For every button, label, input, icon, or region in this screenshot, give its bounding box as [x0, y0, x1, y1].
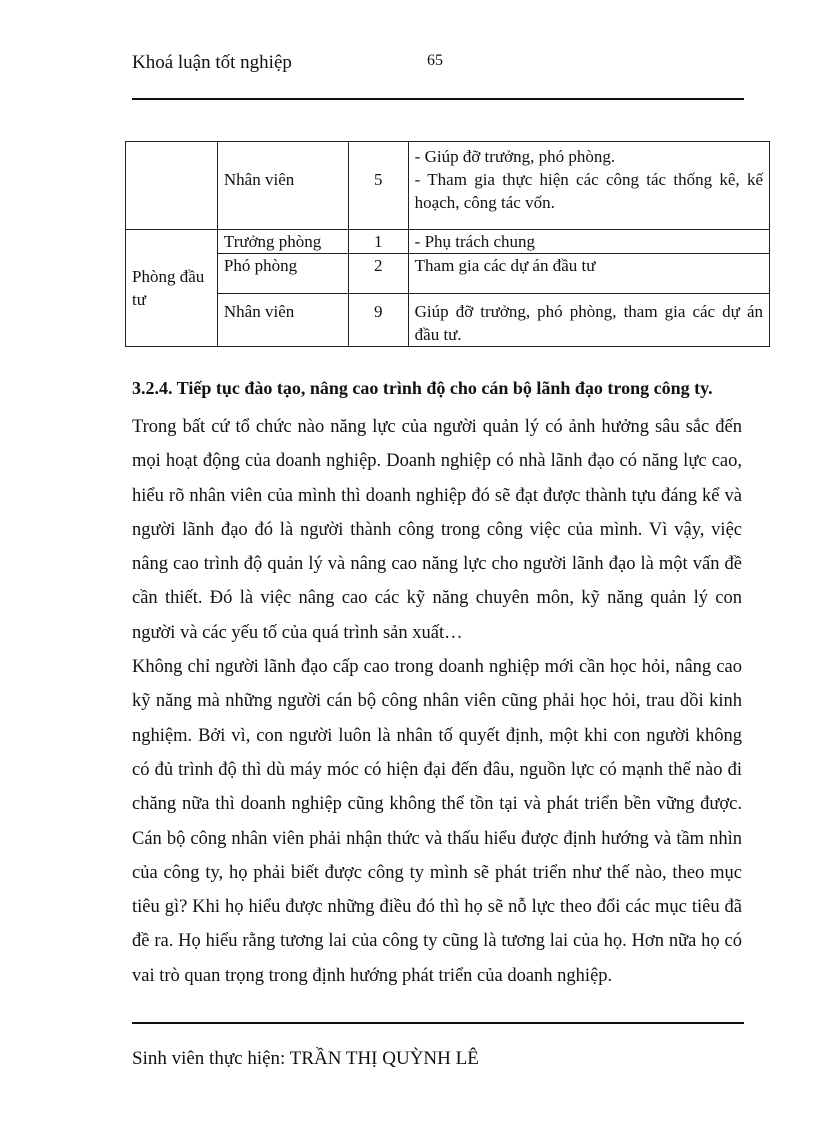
paragraph: Trong bất cứ tổ chức nào năng lực của người quản lý có ảnh hưởng sâu sắc đến mọi hoạt động của doanh nghiệp. Doanh nghiệp có nhà lãnh đạo có năng lực cao, hiểu rõ nhân viên của mình thì doanh nghiệp đó sẽ đạt được thành tựu đáng kể và người lãnh đạo đó là người thành công trong công việc của mình. Vì vậy, việc nâng cao trình độ quản lý và nâng cao năng lực cho người lãnh đạo là một vấn đề cần thiết. Đó là việc nâng cao các kỹ năng chuyên môn, kỹ năng quản lý con người và các yếu tố của quá trình sản xuất…	[132, 417, 742, 643]
header-rule	[132, 98, 744, 100]
department-cell	[126, 230, 218, 347]
footer-rule	[132, 1022, 744, 1024]
count-cell	[348, 142, 408, 230]
table-row	[126, 294, 770, 347]
duty-line: Tham gia các dự án đầu tư	[414, 256, 596, 275]
department-label: Phòng đầu tư	[132, 267, 205, 309]
department-cell	[126, 142, 218, 230]
count-cell: 1	[348, 230, 408, 254]
role-cell	[217, 142, 348, 230]
page-number: 65	[427, 52, 443, 69]
footer-text: Sinh viên thực hiện: TRẦN THỊ QUỲNH LÊ	[132, 1048, 479, 1069]
role-cell: Nhân viên	[217, 294, 348, 347]
section-heading: 3.2.4. Tiếp tục đào tạo, nâng cao trình độ cho cán bộ lãnh đạo trong công ty.	[132, 378, 713, 398]
duties-cell	[408, 254, 769, 294]
table-row	[126, 254, 770, 294]
duties-cell	[408, 230, 769, 254]
role-label: Nhân viên	[223, 170, 295, 189]
duty-line: - Tham gia thực hiện các công tác thống kê, kế hoạch, công tác vốn.	[414, 170, 763, 212]
paragraph: Không chỉ người lãnh đạo cấp cao trong doanh nghiệp mới cần học hỏi, nâng cao kỹ năng mà những người cán bộ công nhân viên cũng phải học hỏi, trau dồi kinh nghiệm. Bởi vì, con người luôn là nhân tố quyết định, một khi con người không có đủ trình độ thì dù máy móc có hiện đại đến đâu, nguồn lực có mạnh thế nào đi chăng nữa thì doanh nghiệp cũng không thể tồn tại và phát triển bền vững được. Cán bộ công nhân viên phải nhận thức và thấu hiểu được định hướng và tầm nhìn của công ty, họ phải biết được công ty mình sẽ phát triển như thế nào, theo mục tiêu gì? Khi họ hiểu được những điều đó thì họ sẽ nỗ lực theo đổi các mục tiêu đã đề ra. Họ hiểu rằng tương lai của công ty cũng là tương lai của họ. Hơn nữa họ có vai trò quan trọng trong định hướng phát triển của doanh nghiệp.	[132, 657, 742, 986]
duties-cell	[408, 294, 769, 347]
role-cell: Trưởng phòng	[217, 230, 348, 254]
duties-cell	[408, 142, 769, 230]
header-title: Khoá luận tốt nghiệp	[132, 52, 292, 73]
count-value: 5	[373, 170, 383, 189]
duty-line: - Giúp đỡ trưởng, phó phòng.	[414, 147, 616, 166]
table-row	[126, 142, 770, 230]
duty-line: Giúp đỡ trưởng, phó phòng, tham gia các dự án đầu tư.	[414, 302, 763, 344]
count-cell: 9	[348, 294, 408, 347]
table-row	[126, 230, 770, 254]
role-cell: Phó phòng	[217, 254, 348, 294]
staff-table	[125, 141, 770, 347]
body-text	[132, 410, 742, 993]
count-cell: 2	[348, 254, 408, 294]
duty-line: - Phụ trách chung	[414, 232, 536, 251]
